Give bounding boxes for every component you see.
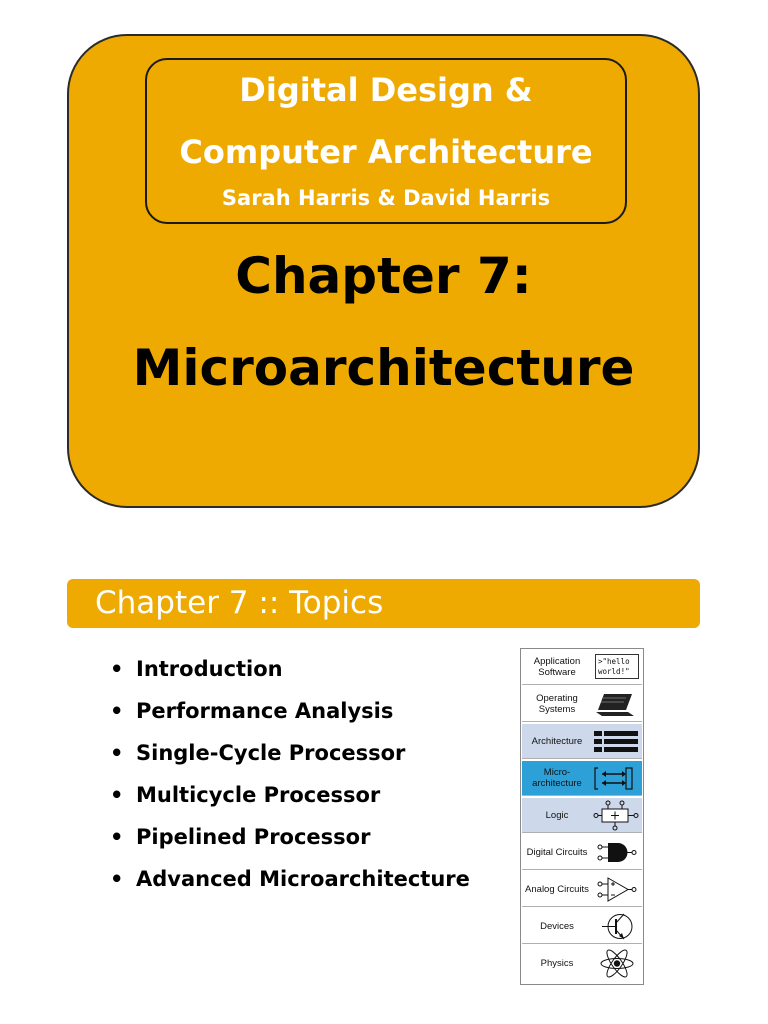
bullet: • <box>110 741 124 765</box>
layer-label: Digital Circuits <box>526 846 588 858</box>
transistor-icon <box>592 910 642 943</box>
bullet: • <box>110 783 124 807</box>
adder-icon <box>592 799 642 832</box>
bullet: • <box>110 657 124 681</box>
topic-item <box>110 736 470 778</box>
chapter-number: Chapter 7: <box>235 247 532 305</box>
book-title-line1: Digital Design & <box>239 71 533 109</box>
layer-label: Architecture <box>531 735 583 747</box>
topic-item <box>110 652 470 694</box>
layer-label: Micro-architecture <box>532 767 582 789</box>
laptop-icon <box>592 688 642 721</box>
layer-logic <box>522 798 642 833</box>
bullet: • <box>110 867 124 891</box>
topic-label: Pipelined Processor <box>136 825 371 849</box>
abstraction-stack-figure <box>520 648 644 985</box>
layer-label: Analog Circuits <box>525 883 589 895</box>
topic-label: Performance Analysis <box>136 699 394 723</box>
topic-item <box>110 820 470 862</box>
bullet: • <box>110 825 124 849</box>
layer-application-software <box>522 650 642 685</box>
title-card <box>67 34 700 508</box>
layer-operating-systems <box>522 687 642 722</box>
layer-label: Operating Systems <box>536 693 578 715</box>
book-title-box <box>145 58 627 224</box>
topics-heading: Chapter 7 :: Topics <box>95 585 384 621</box>
bullet: • <box>110 699 124 723</box>
layer-label: Devices <box>540 920 574 932</box>
layer-architecture <box>522 724 642 759</box>
layer-label: Application Software <box>533 656 581 678</box>
layer-label: Physics <box>540 958 574 969</box>
and-gate-icon <box>592 836 642 869</box>
hello-world-text: >"hello world!" <box>595 654 639 679</box>
layer-microarchitecture <box>522 761 642 796</box>
chapter-title: Microarchitecture <box>132 339 635 397</box>
book-title-line2: Computer Architecture <box>179 133 593 171</box>
datapath-icon <box>592 762 642 795</box>
topic-label: Single-Cycle Processor <box>136 741 406 765</box>
atom-icon <box>592 947 642 980</box>
topic-item <box>110 694 470 736</box>
topic-label: Advanced Microarchitecture <box>136 867 470 891</box>
topic-label: Introduction <box>136 657 283 681</box>
book-authors: Sarah Harris & David Harris <box>221 186 551 210</box>
layer-digital-circuits <box>522 835 642 870</box>
amplifier-icon <box>592 873 642 906</box>
layer-devices <box>522 909 642 944</box>
topic-item <box>110 862 470 904</box>
layer-physics <box>522 946 642 981</box>
topic-label: Multicycle Processor <box>136 783 381 807</box>
layer-label: Logic <box>545 809 569 821</box>
layer-analog-circuits <box>522 872 642 907</box>
instruction-list-icon <box>592 725 642 758</box>
topic-list <box>110 652 470 904</box>
topic-item <box>110 778 470 820</box>
topics-heading-bar <box>67 579 700 628</box>
